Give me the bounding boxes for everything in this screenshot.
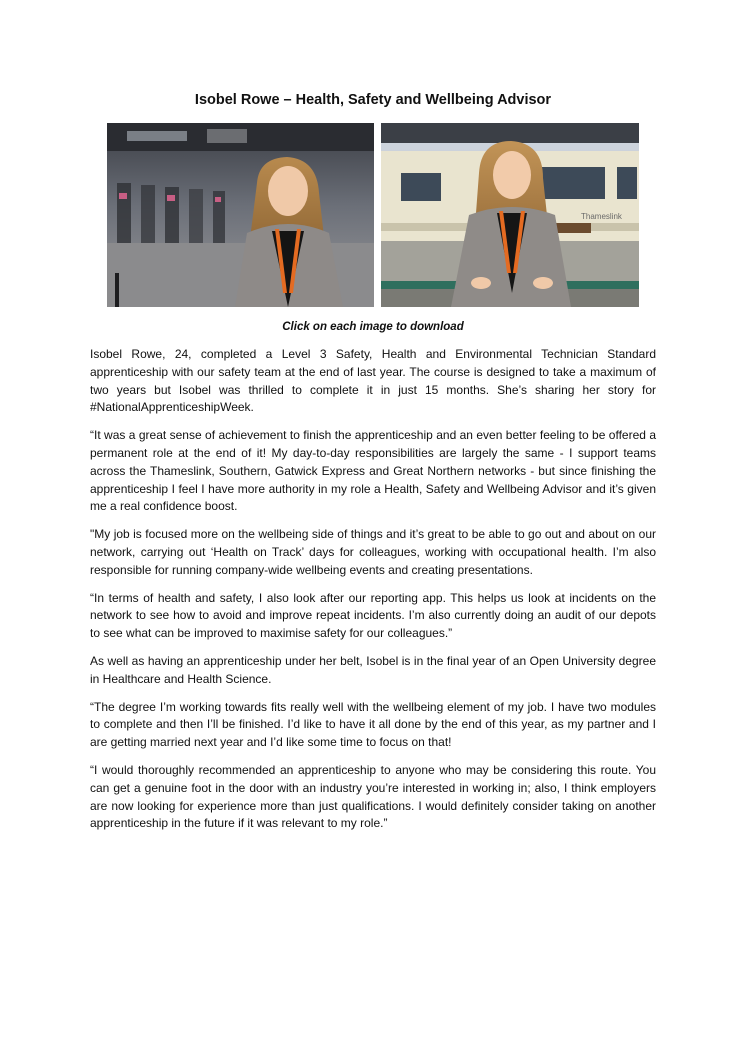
article-body xyxy=(90,346,656,843)
page-title: Isobel Rowe – Health, Safety and Wellbeing Advisor xyxy=(194,92,552,108)
paragraph: "My job is focused more on the wellbeing side of things and it’s great to be able to go out and about on our network, carrying out ‘Health on Track’ days for colleagues, working with occupational health. I’m also responsible for running company-wide wellbeing events and creating presentations. xyxy=(90,527,656,577)
photo-station-ticket-gates[interactable] xyxy=(107,123,374,307)
image-download-caption: Click on each image to download xyxy=(282,321,464,333)
paragraph: As well as having an apprenticeship under her belt, Isobel is in the final year of an Open University degree in Healthcare and Health Science. xyxy=(90,653,656,686)
paragraph: “I would thoroughly recommended an apprenticeship to anyone who may be considering this route. You can get a genuine foot in the door with an industry you’re interested in working in; also, I think employers are now looking for experience more than just qualifications. I would definitely consider taking on another apprenticeship in the future if it was relevant to my role.” xyxy=(90,762,656,831)
paragraph: “In terms of health and safety, I also look after our reporting app. This helps us look at incidents on the network to see how to avoid and improve repeat incidents. I’m also currently doing an audit of our depots to see what can be improved to maximise safety for our colleagues.” xyxy=(90,590,656,641)
paragraph: Isobel Rowe, 24, completed a Level 3 Safety, Health and Environmental Technician Standard apprenticeship with our safety team at the end of last year. The course is designed to take a maximum of two years but Isobel was thrilled to complete it in just 15 months. She’s sharing her story for #NationalApprenticeshipWeek. xyxy=(90,347,656,415)
paragraph: “It was a great sense of achievement to finish the apprenticeship and an even better feeling to be offered a permanent role at the end of it! My day-to-day responsibilities are largely the same - I support teams across the Thameslink, Southern, Gatwick Express and Great Northern networks - but since finishing the apprenticeship I feel I have more authority in my role a Health, Safety and Wellbeing Advisor and it’s given me a real confidence boost. xyxy=(90,428,656,514)
photo-platform-train[interactable] xyxy=(381,123,639,307)
paragraph: “The degree I’m working towards fits really well with the wellbeing element of my job. I have two modules to complete and then I’ll be finished. I’d like to have it all done by the end of this year, as my partner and I are getting married next year and I’d like some time to focus on that! xyxy=(90,699,656,750)
train-logo-text: Thameslink xyxy=(581,212,622,221)
